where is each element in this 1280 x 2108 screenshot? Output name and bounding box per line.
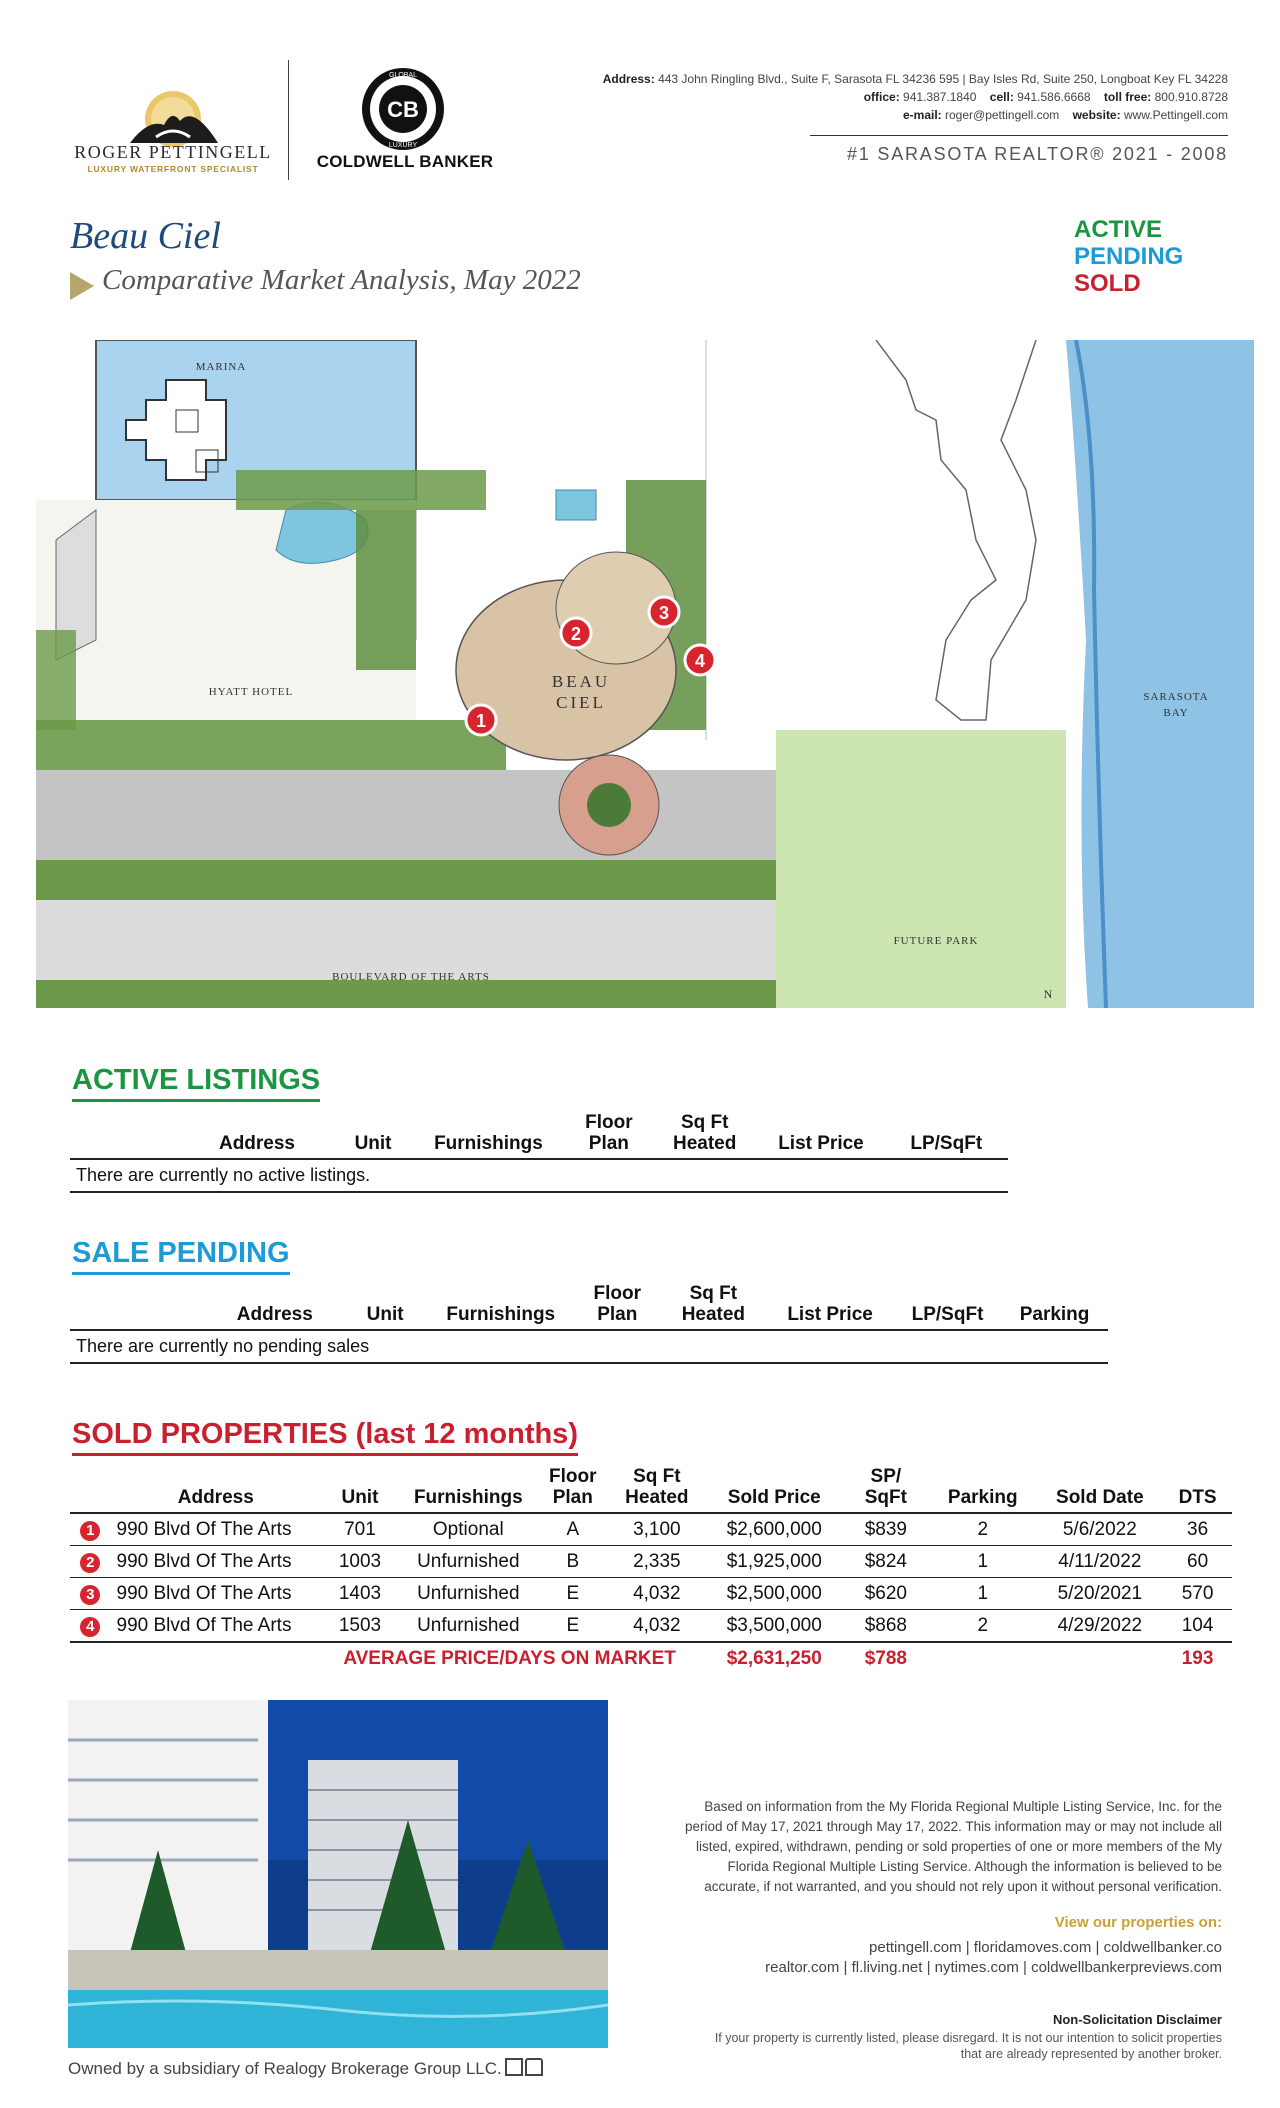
non-solicitation-title: Non-Solicitation Disclaimer (1052, 2012, 1222, 2027)
view-properties-label: View our properties on: (1054, 1914, 1222, 1931)
active-listings-title: ACTIVE LISTINGS (72, 1064, 320, 1102)
boulevard-road (36, 770, 776, 870)
svg-text:CB: CB (387, 97, 419, 122)
realtor-rank: #1 SARASOTA REALTOR® 2021 - 2008 (846, 144, 1228, 164)
row-number-badge: 3 (80, 1585, 100, 1605)
mls-disclaimer: Based on information from the My Florida Regional Multiple Listing Service, Inc. for the period of May 17, 2021 through May 17, 2022. This information may or may not include all listed, expired, withdrawn, pending or sold properties of one or more members of the My Florida Regional Multiple Listing Service. Although the information is believed to be accurate, if not warranted, and you should not rely upon it without personal verification. (684, 1799, 1222, 1894)
email-link[interactable]: roger@pettingell.com (945, 108, 1060, 122)
owned-by-text: Owned by a subsidiary of Realogy Brokerage Group LLC. (68, 2058, 543, 2079)
svg-text:2: 2 (570, 624, 582, 644)
no-pending-sales-note: There are currently no pending sales (76, 1336, 370, 1356)
page-subtitle: Comparative Market Analysis, May 2022 (102, 264, 581, 296)
table-row: 2 990 Blvd Of The Arts 1003 Unfurnished B 2,335 $1,925,000 $824 1 4/11/2022 60 (70, 1546, 1232, 1578)
average-dts: 193 (1181, 1648, 1214, 1669)
average-row (70, 1642, 1232, 1674)
svg-text:BOULEVARD OF THE ARTS: BOULEVARD OF THE ARTS (332, 971, 490, 983)
table-row: 1 990 Blvd Of The Arts 701 Optional A 3,100 $2,600,000 $839 2 5/6/2022 36 (70, 1513, 1232, 1546)
brokerage-name: COLDWELL BANKER (316, 152, 494, 171)
status-legend (1074, 216, 1183, 297)
svg-text:MARINA: MARINA (195, 361, 247, 373)
coldwell-banker-seal-icon (360, 66, 446, 152)
active-listings-table: Address Unit Furnishings Floor Plan Sq Ft Heated List Price LP/SqFt There are currently no active listings. (70, 1112, 1008, 1193)
sold-properties-table: Address Unit Furnishings Floor Plan Sq Ft Heated Sold Price SP/ SqFt Parking Sold Date DTS 1 990 Blvd Of The Arts 701 Optional A 3,100 $2,600,000 $839 2 5/6/2022 36 2 990 Blvd Of The Arts 1003 Unfurnished B 2,335 $1,925,000 $824 1 4/11/2022 60 3 990 Blvd Of The Arts 1403 Unfurnished E 4,032 $2,500,000 $620 1 5/20/2021 570 4 990 Blvd Of The Arts 1503 Unfurnished E 4,032 $3,500,000 $868 2 4/29/2022 104 AVERAGE PRICE/DAYS ON MARKET $2,631,250 $788 193 (70, 1466, 1232, 1674)
row-number-badge: 2 (80, 1553, 100, 1573)
website-links (662, 1938, 1222, 1978)
map-marker-2 (561, 618, 591, 648)
table-row: 3 990 Blvd Of The Arts 1403 Unfurnished E 4,032 $2,500,000 $620 1 5/20/2021 570 (70, 1578, 1232, 1610)
row-number-badge: 4 (80, 1617, 100, 1637)
websites-line-2[interactable]: realtor.com | fl.living.net | nytimes.com | coldwellbankerpreviews.com (765, 1959, 1222, 1976)
table-row: 4 990 Blvd Of The Arts 1503 Unfurnished E 4,032 $3,500,000 $868 2 4/29/2022 104 (70, 1610, 1232, 1643)
future-park-area (776, 730, 1066, 1008)
sold-properties-title: SOLD PROPERTIES (last 12 months) (72, 1418, 578, 1456)
svg-text:HYATT HOTEL: HYATT HOTEL (208, 686, 294, 698)
row-number-badge: 1 (80, 1521, 100, 1541)
site-map (36, 340, 1254, 1008)
contact-info: Address: 443 John Ringling Blvd., Suite F, Sarasota FL 34236 595 | Bay Isles Rd, Suite 250, Longboat Key FL 34228 office: 941.387.1840 cell: 941.586.6668 toll free: 800.910.8728 e-mail: roger@pettingell.com website: www.Pettingell.com (602, 72, 1228, 122)
svg-text:FUTURE PARK: FUTURE PARK (893, 935, 979, 947)
sale-pending-table: Address Unit Furnishings Floor Plan Sq Ft Heated List Price LP/SqFt Parking There are currently no pending sales (70, 1283, 1108, 1364)
svg-text:CIEL: CIEL (556, 693, 606, 712)
average-price: $2,631,250 (726, 1648, 822, 1669)
legend-sold: SOLD (1074, 270, 1141, 297)
svg-text:N: N (1043, 987, 1053, 1001)
agent-tagline: LUXURY WATERFRONT SPECIALIST (87, 164, 259, 174)
agent-name: ROGER PETTINGELL (74, 142, 272, 162)
page-title: Beau Ciel (70, 215, 221, 257)
legend-pending: PENDING (1074, 243, 1184, 270)
svg-text:1: 1 (475, 711, 487, 731)
svg-text:3: 3 (658, 603, 670, 623)
address-text: 443 John Ringling Blvd., Suite F, Sarasota FL 34236 595 | Bay Isles Rd, Suite 250, Longboat Key FL 34228 (658, 72, 1228, 86)
equal-housing-icon (505, 2058, 523, 2076)
svg-text:BEAU: BEAU (551, 672, 611, 691)
svg-text:SARASOTA: SARASOTA (1143, 691, 1209, 703)
map-marker-1 (466, 705, 496, 735)
svg-text:BAY: BAY (1163, 707, 1189, 719)
map-marker-3 (649, 597, 679, 627)
sale-pending-title: SALE PENDING (72, 1237, 290, 1275)
non-solicitation-text: If your property is currently listed, please disregard. It is not our intention to solicit properties that are already represented by another broker. (714, 2031, 1222, 2061)
websites-line-1[interactable]: pettingell.com | floridamoves.com | coldwellbanker.co (869, 1939, 1222, 1956)
legend-active: ACTIVE (1074, 216, 1163, 243)
svg-text:LUXURY: LUXURY (388, 142, 418, 149)
svg-text:GLOBAL: GLOBAL (388, 72, 418, 79)
website-link[interactable]: www.Pettingell.com (1123, 108, 1228, 122)
average-psf: $788 (864, 1648, 907, 1669)
realtor-icon (525, 2058, 543, 2076)
svg-text:4: 4 (694, 651, 706, 671)
map-marker-4 (685, 645, 715, 675)
header-divider (288, 60, 289, 180)
header-rule (810, 135, 1228, 136)
no-active-listings-note: There are currently no active listings. (76, 1165, 371, 1185)
average-label: AVERAGE PRICE/DAYS ON MARKET (343, 1648, 676, 1669)
triangle-icon (70, 272, 94, 300)
building-photo (68, 1700, 608, 2048)
